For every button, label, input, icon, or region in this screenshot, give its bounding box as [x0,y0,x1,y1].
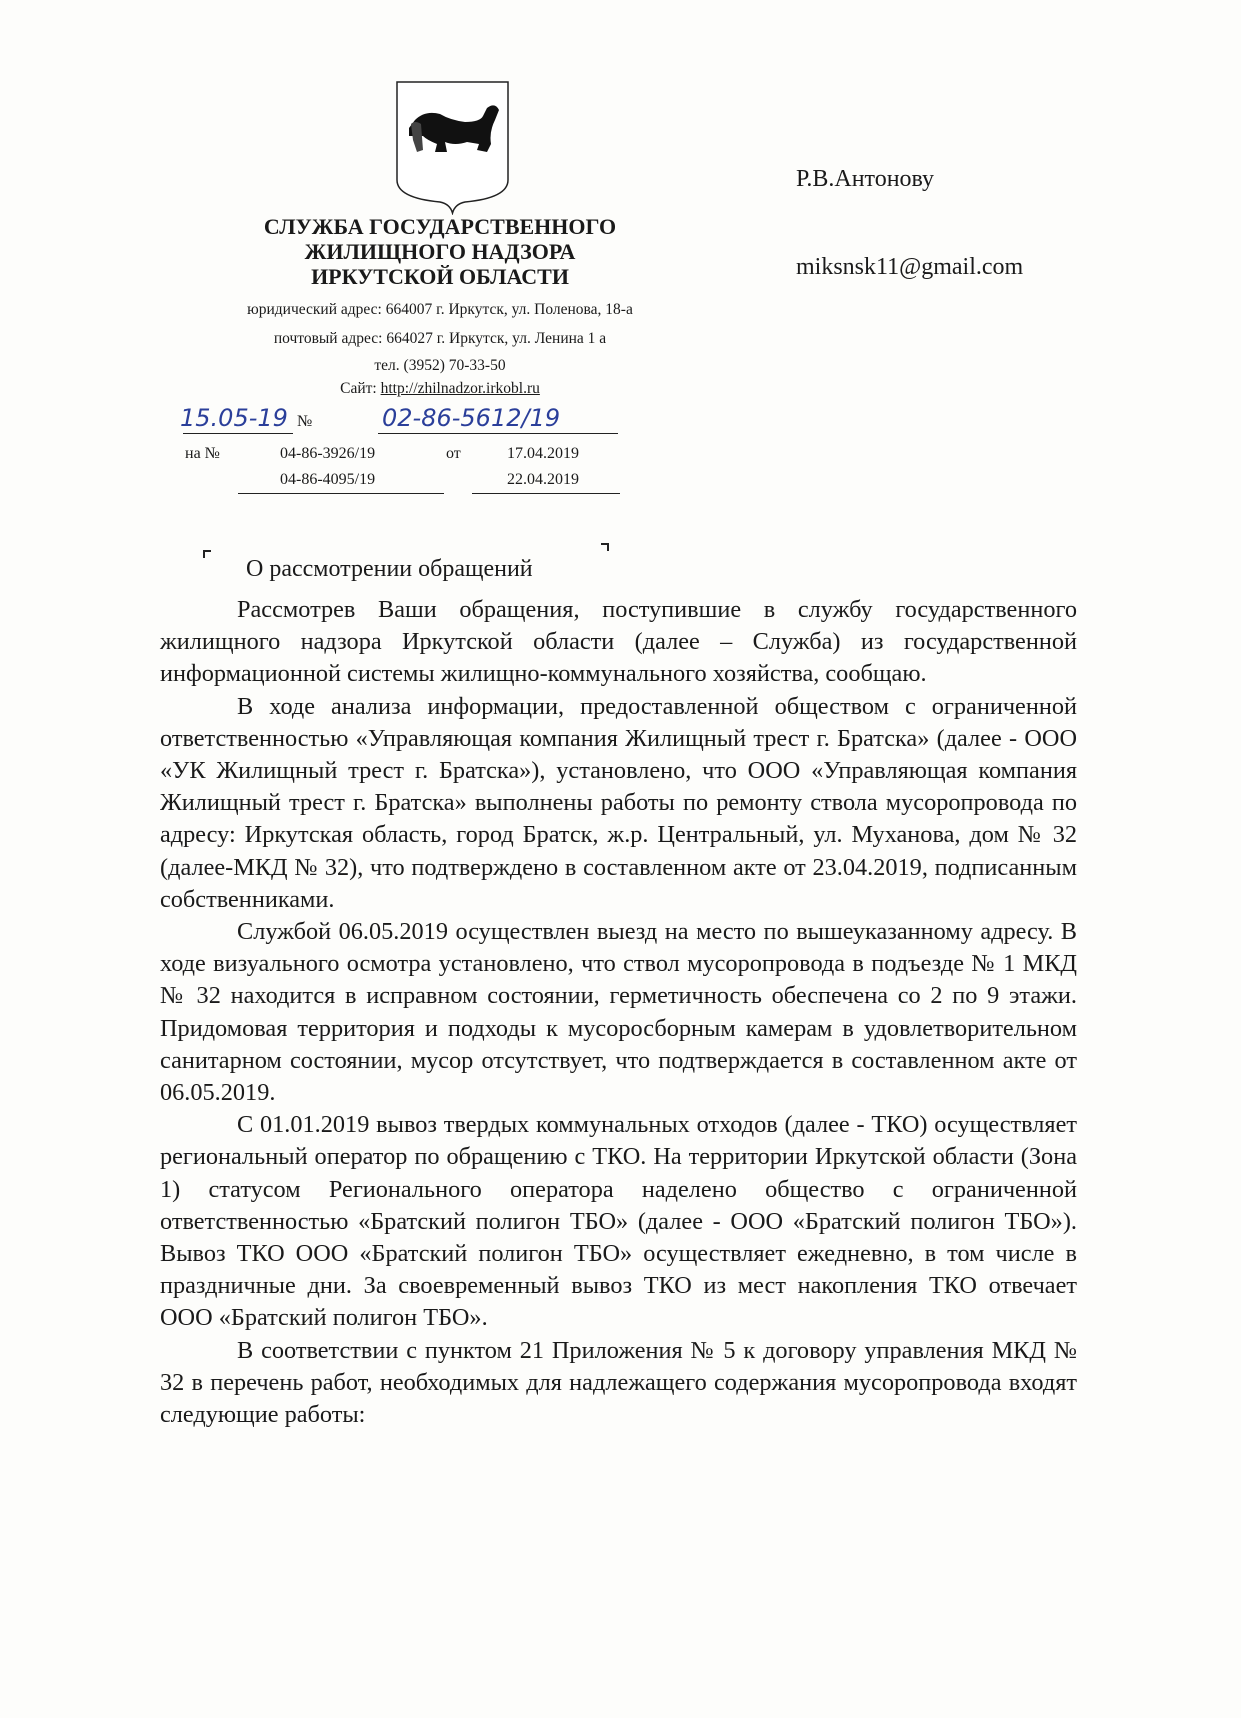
body-paragraph: С 01.01.2019 вывоз твердых коммунальных отходов (далее - ТКО) осуществляет региональный оператор по обращению с ТКО. На территории Иркутской области (Зона 1) статусом Регионального оператора наделено общество с ограниченной ответственностью «Братский полигон ТБО» (далее - ООО «Братский полигон ТБО»). Вывоз ТКО ООО «Братский полигон ТБО» осуществляет ежедневно, в том числе в праздничные дни. За своевременный вывоз ТКО из мест накопления ТКО отвечает ООО «Братский полигон ТБО». [160,1111,1077,1332]
body-paragraph: В ходе анализа информации, предоставленной обществом с ограниченной ответственностью «Управляющая компания Жилищный трест г. Братска» (далее - ООО «УК Жилищный трест г. Братска»), установлено, что ООО «Управляющая компания Жилищный трест г. Братска» выполнены работы по ремонту ствола мусоропровода по адресу: Иркутская область, город Братск, ж.р. Центральный, ул. Муханова, дом № 32 (далее-МКД № 32), что подтверждено в составленном акте от 23.04.2019, подписанным собственниками. [160,692,1077,913]
reply-label: на № [185,445,220,462]
body-paragraph: В соответствии с пунктом 21 Приложения № 5 к договору управления МКД № 32 в перечень работ, необходимых для надлежащего содержания мусоропровода входят следующие работы: [160,1336,1077,1429]
coat-of-arms-emblem [395,80,510,215]
body-paragraph: Службой 06.05.2019 осуществлен выезд на место по вышеуказанному адресу. В ходе визуального осмотра установлено, что ствол мусоропровода в подъезде № 1 МКД № 32 находится в исправном состоянии, герметичность обеспечена со 2 по 9 этажи. Придомовая территория и подходы к мусоросборным камерам в удовлетворительном санитарном состоянии, мусор отсутствует, что подтверждается в составленном акте от 06.05.2019. [160,918,1077,1107]
website-line [200,380,680,398]
org-line: ИРКУТСКОЙ ОБЛАСТИ [311,264,569,289]
org-line: СЛУЖБА ГОСУДАРСТВЕННОГО [263,214,617,239]
registration-date: 15.05-19 [180,404,288,432]
registration-number: 02-86-5612/19 [382,404,561,432]
ref-number: 04-86-4095/19 [280,471,376,488]
recipient-name: Р.В.Антонову [796,166,935,192]
legal-address: юридический адрес: 664007 г. Иркутск, ул. Поленова, 18-а [247,301,633,318]
body-paragraph: Рассмотрев Ваши обращения, поступившие в службу государственного жилищного надзора Иркутской области (далее – Служба) из государственной информационной системы жилищно-коммунального хозяйства, сообщаю. [160,596,1077,688]
number-sign: № [297,413,313,430]
subject: О рассмотрении обращений [246,556,533,582]
ref-number: 04-86-3926/19 [280,445,376,462]
recipient-email: miksnsk11@gmail.com [796,254,1024,280]
site-label: Сайт: [340,380,381,397]
ref-date: 22.04.2019 [507,471,579,488]
org-line: ЖИЛИЩНОГО НАДЗОРА [304,239,576,264]
from-label: от [446,445,461,462]
site-link[interactable]: http://zhilnadzor.irkobl.ru [380,380,540,397]
organization-name [200,214,680,289]
letter-body [160,594,1077,1431]
ref-date: 17.04.2019 [507,445,579,462]
postal-address: почтовый адрес: 664027 г. Иркутск, ул. Ленина 1 а [273,330,607,347]
phone: тел. (3952) 70-33-50 [374,357,506,374]
